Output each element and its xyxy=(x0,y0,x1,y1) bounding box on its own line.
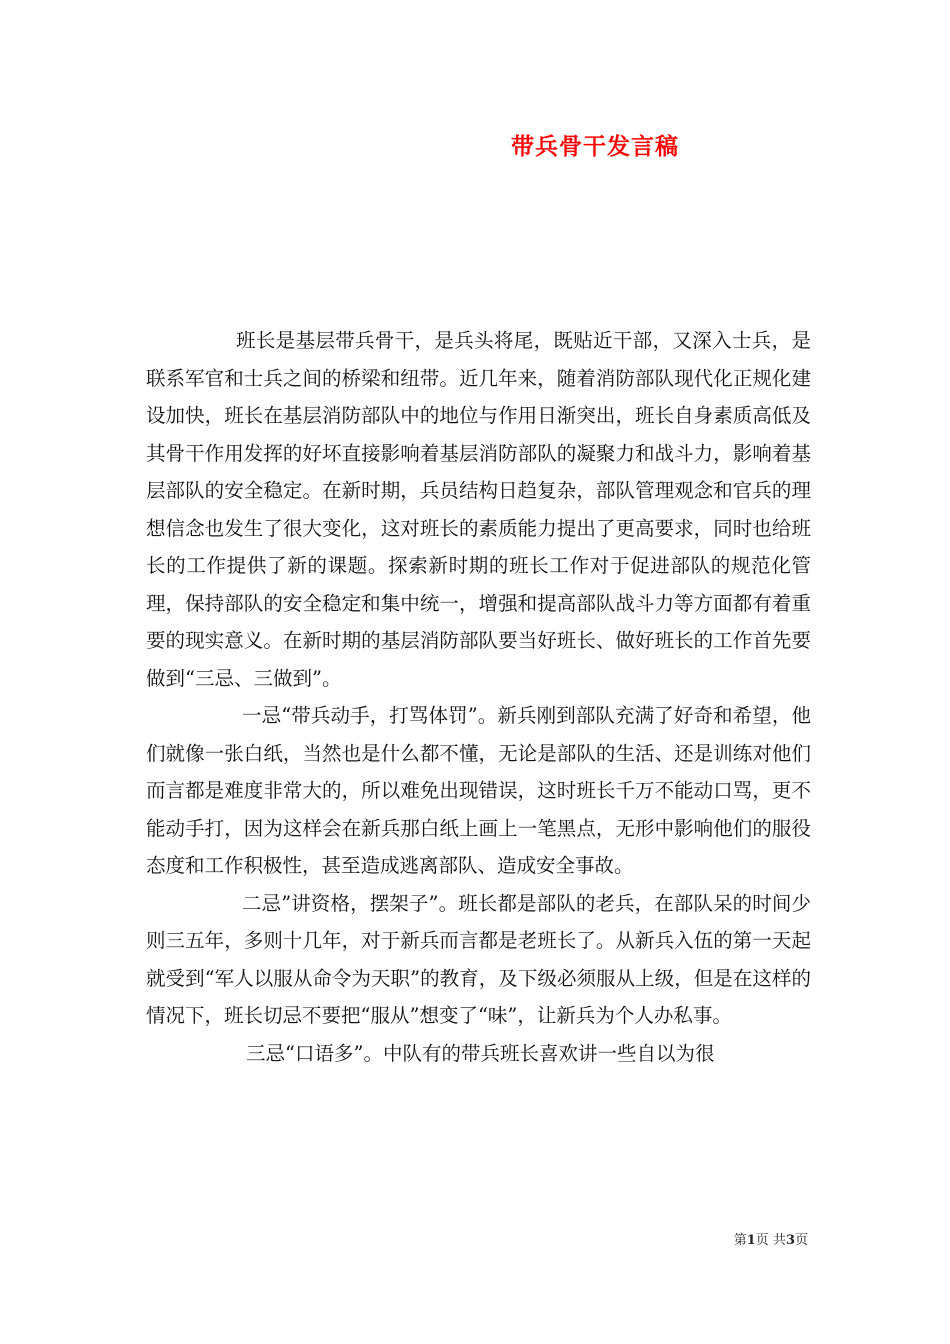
footer-suffix: 页 xyxy=(794,1233,808,1248)
paragraph-third-taboo: 三忌“口语多”。中队有的带兵班长喜欢讲一些自以为很 xyxy=(246,1041,715,1065)
document-title: 带兵骨干发言稿 xyxy=(511,133,679,160)
footer-prefix: 第 xyxy=(733,1233,747,1248)
current-page-number: 1 xyxy=(746,1233,756,1248)
page-number-footer xyxy=(734,1229,808,1248)
paragraph-second-taboo: 二忌”讲资格，摆架子”。班长都是部队的老兵，在部队呆的时间少则三五年，多则十几年，对于新兵而言都是老班长了。从新兵入伍的第一天起就受到“军人以服从命令为天职”的教育，及下级必须服从上级，但是在这样的情况下，班长切忌不要把“服从”想变了“味”，让新兵为个人办私事。 xyxy=(146,891,811,1027)
document-body xyxy=(146,322,811,1072)
paragraph-intro: 班长是基层带兵骨干，是兵头将尾，既贴近干部，又深入士兵，是联系军官和士兵之间的桥梁和纽带。近几年来，随着消防部队现代化正规化建设加快，班长在基层消防部队中的地位与作用日渐突出，班长自身素质高低及其骨干作用发挥的好坏直接影响着基层消防部队的凝聚力和战斗力，影响着基层部队的安全稳定。在新时期，兵员结构日趋复杂，部队管理观念和官兵的理想信念也发生了很大变化，这对班长的素质能力提出了更高要求，同时也给班长的工作提供了新的课题。探索新时期的班长工作对于促进部队的规范化管理，保持部队的安全稳定和集中统一，增强和提高部队战斗力等方面都有着重要的现实意义。在新时期的基层消防部队要当好班长、做好班长的工作首先要做到“三忌、三做到”。 xyxy=(146,329,811,690)
total-page-number: 3 xyxy=(785,1233,795,1248)
footer-middle: 页 共 xyxy=(755,1233,786,1248)
paragraph-first-taboo: 一忌“带兵动手，打骂体罚”。新兵刚到部队充满了好奇和希望，他们就像一张白纸，当然也是什么都不懂，无论是部队的生活、还是训练对他们而言都是难度非常大的，所以难免出现错误，这时班长千万不能动口骂，更不能动手打，因为这样会在新兵那白纸上画上一笔黑点，无形中影响他们的服役态度和工作积极性，甚至造成逃离部队、造成安全事故。 xyxy=(146,704,811,877)
